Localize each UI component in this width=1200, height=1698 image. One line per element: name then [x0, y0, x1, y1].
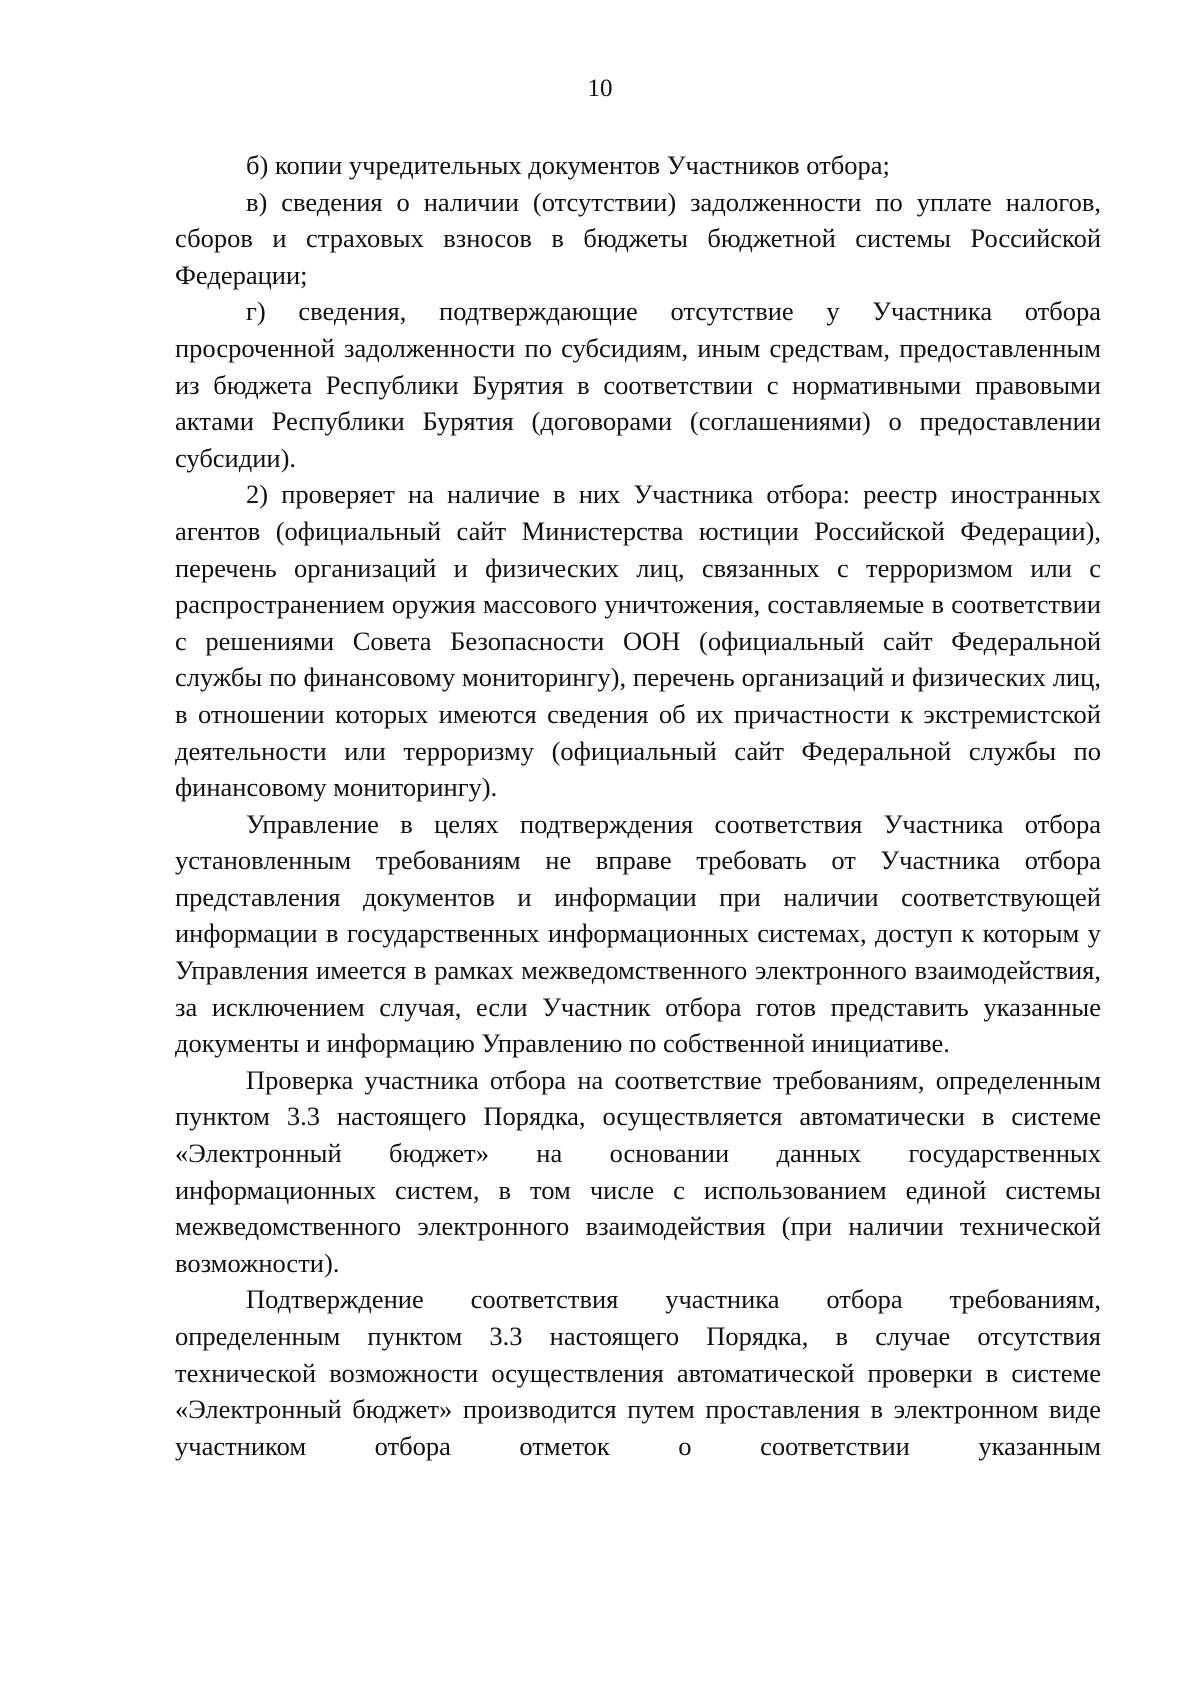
paragraph-overdue-debt-info: г) сведения, подтверждающие отсутствие у Участника отбора просроченной задолженности по субсидиям, иным средствам, предоставленным из бюджета Республики Бурятия в соответствии с нормативными правовыми актами Республики Бурятия (договорами (соглашениями) о предоставлении субсидии). [175, 296, 1101, 473]
page-number: 10 [587, 75, 613, 102]
paragraph-copies-of-documents: б) копии учредительных документов Участников отбора; [246, 150, 890, 180]
paragraph-registry-check: 2) проверяет на наличие в них Участника отбора: реестр иностранных агентов (официальный сайт Министерства юстиции Российской Федерации), перечень организаций и физических лиц, связанных с терроризмом или с распространением оружия массового уничтожения, составляемые в соответствии с решениями Совета Безопасности ООН (официальный сайт Федеральной службы по финансовому мониторингу), перечень организаций и физических лиц, в отношении которых имеются сведения об их причастности к экстремистской деятельности или терроризму (официальный сайт Федеральной службы по финансовому мониторингу). [175, 479, 1101, 803]
paragraph-tax-debt-info: в) сведения о наличии (отсутствии) задолженности по уплате налогов, сборов и страховых взносов в бюджеты бюджетной системы Российской Федерации; [175, 186, 1101, 290]
document-body [175, 147, 1101, 1464]
paragraph-document-request-restriction: Управление в целях подтверждения соответствия Участника отбора установленным требованиям не вправе требовать от Участника отбора представления документов и информации при наличии соответствующей информации в государственных информационных системах, доступ к которым у Управления имеется в рамках межведомственного электронного взаимодействия, за исключением случая, если Участник отбора готов представить указанные документы и информацию Управлению по собственной инициативе. [175, 808, 1101, 1059]
paragraph-compliance-confirmation: Подтверждение соответствия участника отбора требованиям, определенным пунктом 3.3 настоящего Порядка, в случае отсутствия технической возможности осуществления автоматической проверки в системе «Электронный бюджет» производится путем проставления в электронном виде участником отбора отметок о соответствии указанным [175, 1284, 1101, 1461]
paragraph-automatic-check: Проверка участника отбора на соответствие требованиям, определенным пунктом 3.3 настоящего Порядка, осуществляется автоматически в системе «Электронный бюджет» на основании данных государственных информационных систем, в том числе с использованием единой системы межведомственного электронного взаимодействия (при наличии технической возможности). [175, 1064, 1101, 1278]
